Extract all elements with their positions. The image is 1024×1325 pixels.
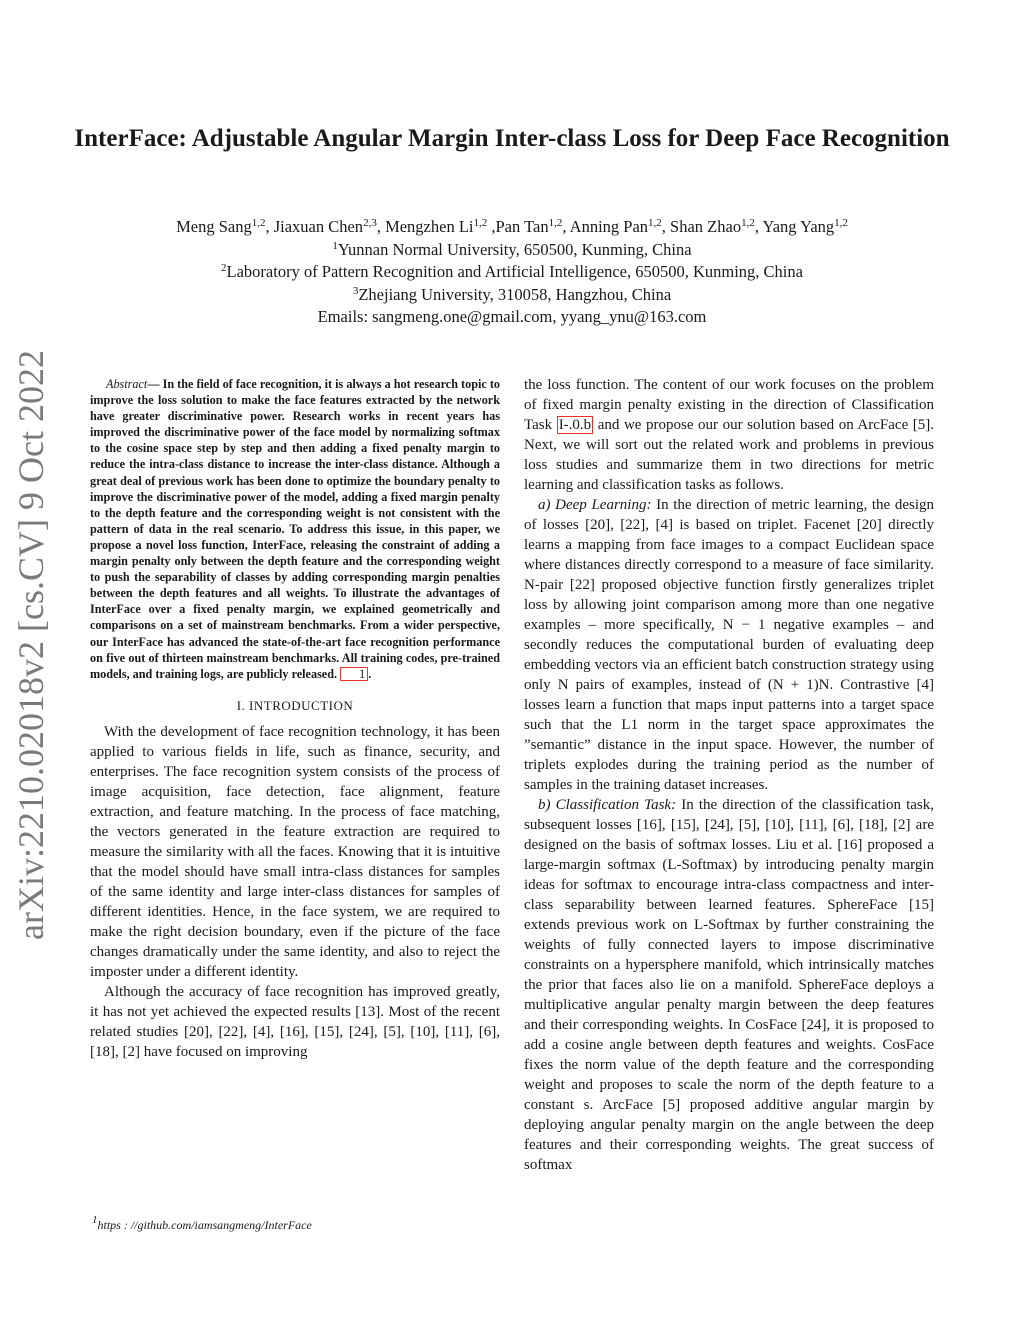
author-name: Shan Zhao — [670, 217, 742, 236]
footnote-link[interactable]: 1 — [340, 667, 368, 681]
author-separator: , — [562, 217, 570, 236]
author-separator: , — [376, 217, 386, 236]
author-affiliation-mark: 1,2 — [473, 217, 488, 229]
author-name: Yang Yang — [762, 217, 835, 236]
intro-paragraph-2: Although the accuracy of face recognition has improved greatly, it has not yet achieved the expected results [13]. Most of the recent related studies [20], [22], [4], [16], [15], [24], [5], [10], [11], [6], [18], [2] have focused on improving — [90, 983, 500, 1060]
affiliation-number: 3 — [352, 284, 359, 297]
section-heading: I. INTRODUCTION — [236, 697, 354, 713]
author-separator: , — [661, 217, 671, 236]
author-name: Mengzhen Li — [385, 217, 474, 236]
abstract-label: Abstract — [106, 377, 148, 391]
section-ref-link[interactable]: I-.0.b — [558, 417, 592, 433]
affiliation-number: 2 — [221, 262, 227, 274]
footnote — [92, 1214, 312, 1233]
arxiv-identifier: arXiv:2210.02018v2 [cs.CV] 9 Oct 2022 — [11, 350, 51, 940]
right-paragraph-0 — [524, 375, 934, 495]
paragraph-text: the loss function. The content of our work focuses on the problem of fixed margin penalty existing in the direction of Classification Task — [524, 377, 934, 433]
affiliation-number: 1 — [332, 239, 338, 252]
paragraph-heading: a) Deep Learning: — [538, 497, 652, 513]
right-column — [524, 375, 934, 1175]
affiliation-line — [60, 239, 964, 262]
affiliation-line — [60, 261, 964, 284]
affiliation-text: Zhejiang University, 310058, Hangzhou, China — [358, 284, 672, 304]
author-affiliation-mark: 1,2 — [648, 217, 662, 229]
abstract: Abstract— In the field of face recognition, it is always a hot research topic to improve the loss solution to make the face features extracted by the network have greater discriminative power. Research works in recent years has improved the discriminative power of the face model by normalizing softmax to the cosine space step by step and then adding a fixed penalty margin to reduce the intra-class distance to increase the inter-class distance. Although a great deal of previous work has been done to optimize the boundary penalty to improve the discriminative power of the model, adding a fixed margin penalty to the depth feature and the corresponding weight is not consistent with the pattern of data in the real scenario. To address this issue, in this paper, we propose a novel loss function, InterFace, releasing the constraint of adding a margin penalty only between the depth feature and the corresponding weight to push the separability of classes by adding corresponding margin penalties between the depth features and all weights. To illustrate the advantages of InterFace over a fixed penalty margin, we explained geometrically and comparisons on a set of mainstream benchmarks. From a wider perspective, our InterFace has advanced the state-of-the-art face recognition performance on five out of thirteen mainstream benchmarks. All training codes, pre-trained models, and training logs, are publicly released. 1 . — [90, 377, 501, 681]
author-separator: , — [754, 217, 763, 236]
affiliation-text: Yunnan Normal University, 650500, Kunming, China — [337, 239, 692, 259]
author-affiliation-mark: 1,2 — [251, 217, 266, 229]
intro-paragraph-1: With the development of face recognition technology, it has been applied to various fields in life, such as finance, security, and enterprises. The face recognition system consists of the process of image acquisition, face detection, face alignment, feature extraction, and feature matching. In the process of face matching, the vectors generated in the feature extraction are required to measure the similarity with all the faces. Knowing that it is intuitive that the model should have small intra-class distances for samples of the same identity and large inter-class distances for samples of different identities. Hence, in the face system, we are required to make the right decision boundary, even if the picture of the face changes dramatically under the same identity, and also to reject the imposter under a different identity. — [90, 723, 500, 980]
author-separator: , — [265, 217, 274, 236]
author-affiliation-mark: 1,2 — [548, 217, 563, 229]
paragraph-heading: b) Classification Task: — [538, 797, 677, 813]
author-block — [60, 216, 964, 329]
author-affiliation-mark: 1,2 — [834, 217, 848, 229]
author-affiliation-mark: 1,2 — [741, 217, 755, 229]
author-name: Jiaxuan Chen — [273, 217, 364, 236]
left-column — [90, 376, 500, 1062]
author-emails: Emails: sangmeng.one@gmail.com, yyang_ynu@163.com — [317, 307, 707, 326]
abstract-text: In the field of face recognition, it is always a hot research topic to improve the loss solution to make the face features extracted by the network have greater discriminative power. Research works in recent years has improved the discriminative power of the face model by normalizing softmax to the cosine space step by step and then adding a fixed penalty margin to reduce the intra-class distance to increase the inter-class distance. Although a great deal of previous work has been done to optimize the boundary penalty to improve the discriminative power of the model, adding a fixed margin penalty to the depth feature and the corresponding weight is not consistent with the pattern of data in the real scenario. To address this issue, in this paper, we propose a novel loss function, InterFace, releasing the constraint of adding a margin penalty only between the depth feature and the corresponding weight to push the separability of classes by adding corresponding margin penalties between the depth features and all weights. To illustrate the advantages of InterFace over a fixed penalty margin, we explained geometrically and comparisons on a set of mainstream benchmarks. From a wider perspective, our InterFace has advanced the state-of-the-art face recognition performance on five out of thirteen mainstream benchmarks. All training codes, pre-trained models, and training logs, are publicly released. — [90, 377, 501, 681]
arxiv-sidebar — [10, 350, 52, 940]
paragraph-text: and we propose our our solution based on ArcFace [5]. Next, we will sort out the related work and problems in previous loss studies and summarize them in two directions for metric learning and classification tasks as follows. — [524, 417, 935, 493]
author-name: Anning Pan — [569, 217, 649, 236]
deep-learning-paragraph — [524, 495, 934, 795]
author-name: Meng Sang — [176, 217, 252, 236]
paragraph-text: In the direction of the classification task, subsequent losses [16], [15], [24], [5], [10], [11], [6], [18], [2] are designed on the basis of softmax losses. Liu et al. [16] proposed a large-margin softmax (L-Softmax) by introducing penalty margin ideas for softmax to encourage intra-class compactness and inter-class separability between learned features. SphereFace [15] extends previous work on L-Softmax by further constraining the weights of fully connected layers to impose discriminative constraints on a hypersphere manifold, which intrinsically matches the prior that faces also lie on a manifold. SphereFace deploys a multiplicative angular penalty margin between the deep features and their corresponding weights. In CosFace [24], it is proposed to add a cosine angle between depth features and weights. CosFace fixes the norm value of the depth feature and the corresponding weight and proposes to scale the norm of the depth feature to a constant s. ArcFace [5] proposed additive angular margin by deploying angular penalty margin on the angle between the deep features and their corresponding weights. The great success of softmax — [524, 797, 934, 1173]
footnote-url[interactable]: https : //github.com/iamsangmeng/InterFace — [97, 1218, 312, 1232]
footnote-mark: 1 — [92, 1214, 98, 1226]
classification-paragraph — [524, 795, 934, 1175]
affiliation-line — [60, 284, 964, 307]
author-separator: , — [487, 217, 496, 236]
paragraph-text: In the direction of metric learning, the design of losses [20], [22], [4] is based on triplet. Facenet [20] directly learns a mapping from face images to a compact Euclidean space where distances directly correspond to a measure of face similarity. N-pair [22] proposed objective function firstly generalizes triplet loss by allowing joint comparison among more than one negative examples – more specifically, N − 1 negative examples – and secondly reduces the computational burden of evaluating deep embedding vectors via an efficient batch construction strategy using only N pairs of examples, instead of (N + 1)N. Contrastive [4] losses learn a function that maps input patterns into a target space such that the L1 norm in the target space approximates the ”semantic” distance in the input space. However, the number of triplets explodes during the training period as the number of samples in the training dataset increases. — [524, 497, 934, 793]
paper-title: InterFace: Adjustable Angular Margin Inter-class Loss for Deep Face Recognition — [74, 125, 950, 152]
author-list — [60, 216, 964, 239]
affiliation-text: Laboratory of Pattern Recognition and Artificial Intelligence, 650500, Kunming, China — [226, 262, 803, 281]
author-name: Pan Tan — [495, 217, 549, 236]
author-affiliation-mark: 2,3 — [363, 217, 377, 229]
